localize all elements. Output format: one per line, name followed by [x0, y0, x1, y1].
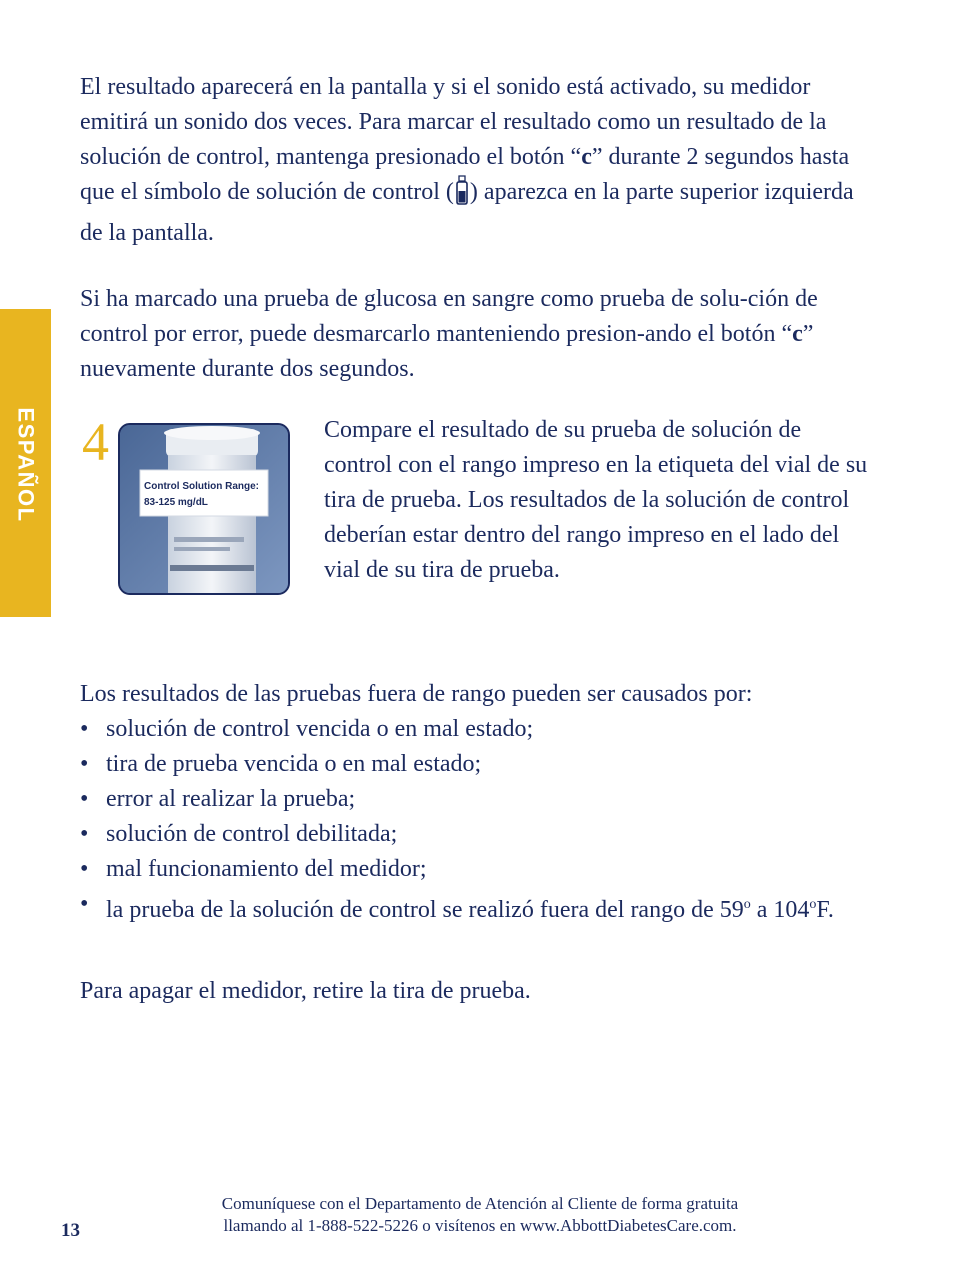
- list-item: • tira de prueba vencida o en mal estado;: [80, 751, 482, 777]
- language-side-label: ESPAÑOL: [14, 407, 39, 523]
- unmark-paragraph: Si ha marcado una prueba de glucosa en sangre como prueba de solu-ción de control por error, puede desmarcarlo manteniendo presion-ando el botón “c” nuevamente durante dos segundos.: [80, 286, 818, 382]
- causes-intro: Los resultados de las pruebas fuera de rango pueden ser causados por:: [80, 681, 753, 707]
- button-c-label: c: [581, 144, 592, 170]
- test-strip-vial-image: [118, 423, 290, 595]
- page-number: 13: [61, 1220, 80, 1241]
- causes-list: [80, 712, 860, 928]
- list-item: • la prueba de la solución de control se realizó fuera del rango de 59$^o$ a 104$^o$F.: [80, 891, 834, 923]
- result-paragraph: El resultado aparecerá en la pantalla y si el sonido está activado, su medidor emitirá un sonido dos veces. Para marcar el resultado como un resultado de la solución de control, mantenga presionado el botón “c” durante 2 segundos hasta que el símbolo de solución de control ( ) aparezca en la parte superior izquierda de la pantalla.: [80, 74, 854, 246]
- vial-illustration: [120, 425, 288, 593]
- customer-service-footer: [140, 1193, 820, 1237]
- list-item: • error al realizar la prueba;: [80, 786, 356, 812]
- footer-line-2: llamando al 1-888-522-5226 o visítenos en www.AbbottDiabetesCare.com.: [223, 1216, 737, 1235]
- step-4-instructions: Compare el resultado de su prueba de solución de control con el rango impreso en la etiqueta del vial de su tira de prueba. Los resultados de la solución de control deberían estar dentro del rango impreso en el lado del vial de su tira de prueba.: [324, 417, 868, 583]
- vial-label-title: Control Solution Range:: [144, 481, 259, 492]
- vial-label-range: 83-125 mg/dL: [144, 497, 208, 508]
- control-solution-bottle-icon: [454, 175, 470, 216]
- footer-line-1: Comuníquese con el Departamento de Atención al Cliente de forma gratuita: [221, 1194, 739, 1213]
- list-item: • solución de control vencida o en mal estado;: [80, 716, 534, 742]
- list-item: • solución de control debilitada;: [80, 821, 398, 847]
- step-number: 4: [82, 412, 109, 472]
- list-item: • mal funcionamiento del medidor;: [80, 856, 427, 882]
- button-c-label-2: c: [792, 321, 803, 347]
- turn-off-instruction: Para apagar el medidor, retire la tira de prueba.: [80, 978, 531, 1004]
